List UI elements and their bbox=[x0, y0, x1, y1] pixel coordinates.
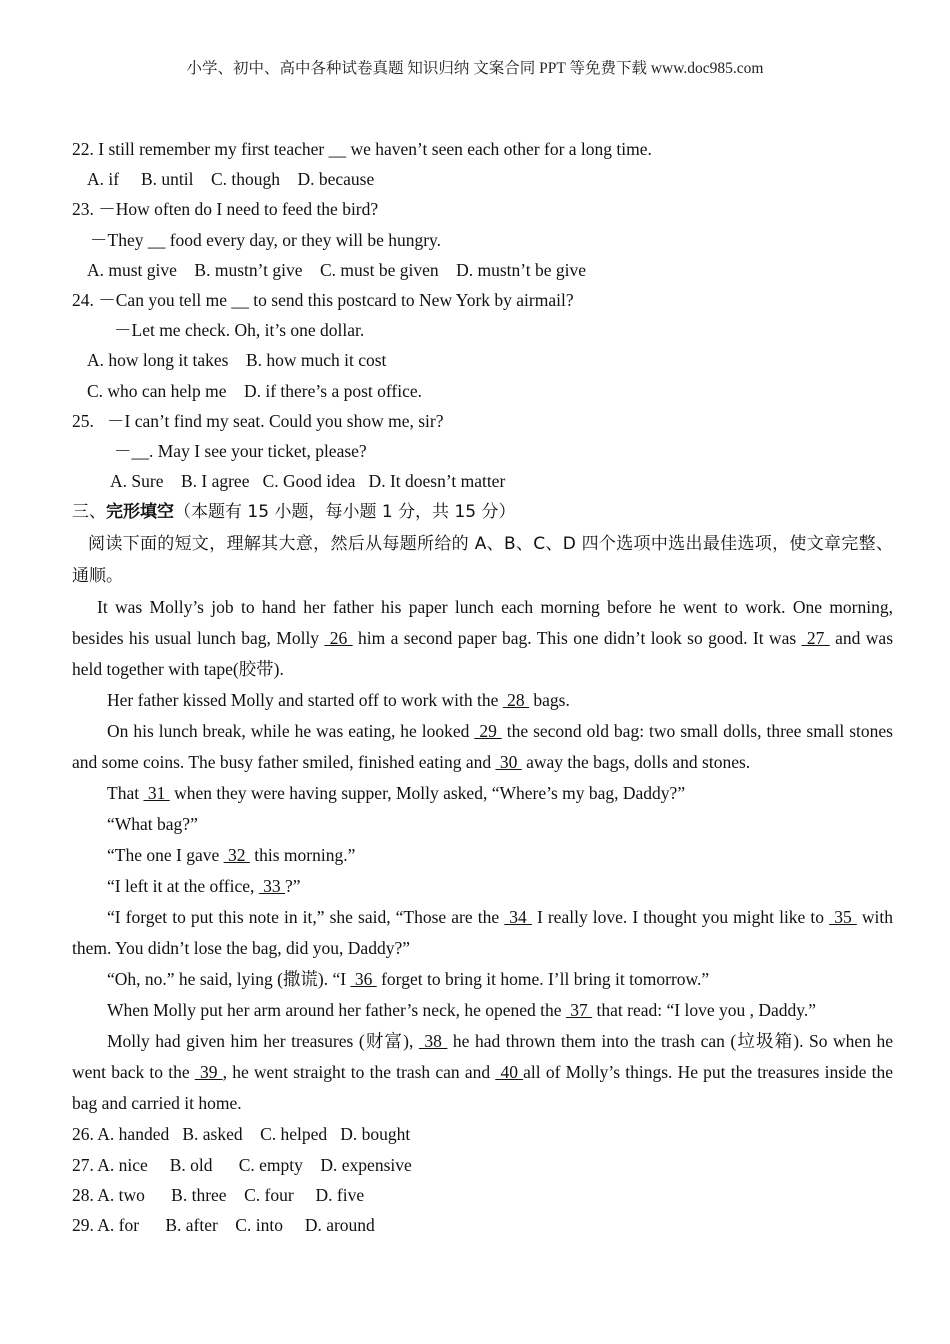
section-3-title: 完形填空 bbox=[106, 502, 174, 523]
answer-options-29: 29. A. for B. after C. into D. around bbox=[72, 1215, 375, 1236]
passage-paragraph-8 bbox=[72, 902, 893, 964]
question-22-stem: 22. I still remember my first teacher __ we haven’t seen each other for a long time. bbox=[72, 139, 652, 159]
question-22-options: A. if B. until C. though D. because bbox=[87, 169, 375, 190]
passage-text: him a second paper bag. This one didn’t look so good. It was bbox=[352, 628, 802, 649]
blank-31: 31 bbox=[143, 783, 170, 804]
blank-28: 28 bbox=[502, 690, 530, 711]
blank-36: 36 bbox=[350, 969, 377, 990]
answer-options-27: 27. A. nice B. old C. empty D. expensive bbox=[72, 1154, 412, 1175]
blank-26: 26 bbox=[324, 628, 353, 649]
passage-text: all of Molly’s things. He put the treasures inside the bag and carried it home. bbox=[72, 1062, 894, 1114]
passage-paragraph-7 bbox=[72, 871, 893, 902]
passage-text: “I left it at the office, bbox=[107, 876, 259, 897]
passage-text: ?” bbox=[285, 876, 301, 897]
passage-text: Her father kissed Molly and started off to work with the bbox=[107, 690, 503, 711]
passage-text: bags. bbox=[529, 690, 570, 711]
passage-text: with them. You didn’t lose the bag, did you, Daddy?” bbox=[72, 907, 893, 959]
passage-paragraph-2 bbox=[72, 685, 893, 716]
blank-35: 35 bbox=[829, 907, 857, 928]
section-3-number: 三、 bbox=[72, 502, 106, 523]
passage-text: and was held together with tape(胶带). bbox=[72, 628, 894, 680]
passage-paragraph-9 bbox=[72, 964, 893, 995]
blank-30: 30 bbox=[495, 752, 522, 773]
question-25-reply: －__. May I see your ticket, please? bbox=[114, 441, 367, 462]
blank-29: 29 bbox=[474, 721, 502, 742]
passage-text: when they were having supper, Molly asked, “Where’s my bag, Daddy?” bbox=[169, 783, 686, 804]
blank-33: 33 bbox=[258, 876, 286, 897]
passage-text: When Molly put her arm around her father’s neck, he opened the bbox=[107, 1000, 566, 1021]
answer-options-28: 28. A. two B. three C. four D. five bbox=[72, 1184, 365, 1205]
blank-39: 39 bbox=[194, 1062, 223, 1083]
passage-paragraph-4 bbox=[72, 778, 893, 809]
passage-text: “Oh, no.” he said, lying (撒谎). “I bbox=[107, 969, 351, 990]
question-24-reply: －Let me check. Oh, it’s one dollar. bbox=[114, 320, 365, 341]
question-23-stem: 23. －How often do I need to feed the bird? bbox=[72, 199, 379, 220]
passage-paragraph-5: “What bag?” bbox=[107, 814, 198, 835]
question-25-options: A. Sure B. I agree C. Good idea D. It doesn’t matter bbox=[110, 471, 506, 492]
passage-text: I really love. I thought you might like to bbox=[531, 907, 830, 928]
blank-40: 40 bbox=[495, 1062, 524, 1083]
blank-27: 27 bbox=[801, 628, 830, 649]
passage-text: this morning.” bbox=[249, 845, 356, 866]
passage-text: away the bags, dolls and stones. bbox=[521, 752, 751, 773]
blank-34: 34 bbox=[504, 907, 532, 928]
question-24-stem: 24. －Can you tell me __ to send this postcard to New York by airmail? bbox=[72, 290, 574, 311]
passage-text: he had thrown them into the trash can (垃圾箱). So when he went back to the bbox=[72, 1031, 893, 1083]
passage-text: the second old bag: two small dolls, three small stones and some coins. The busy father smiled, finished eating and bbox=[72, 721, 893, 773]
passage-text: “I forget to put this note in it,” she said, “Those are the bbox=[107, 907, 505, 928]
question-25-stem: 25. －I can’t find my seat. Could you show me, sir? bbox=[72, 410, 444, 431]
passage-text: forget to bring it home. I’ll bring it tomorrow.” bbox=[376, 969, 710, 990]
passage-paragraph-10 bbox=[72, 995, 893, 1026]
page-header: 小学、初中、高中各种试卷真题 知识归纳 文案合同 PPT 等免费下载 www.doc985.com bbox=[186, 60, 764, 77]
passage-paragraph-6 bbox=[72, 840, 893, 871]
blank-32: 32 bbox=[223, 845, 250, 866]
passage-text: “The one I gave bbox=[107, 845, 224, 866]
question-23-reply: －They __ food every day, or they will be hungry. bbox=[90, 229, 442, 250]
passage-paragraph-1 bbox=[72, 592, 893, 685]
question-24-options-cd: C. who can help me D. if there’s a post office. bbox=[87, 380, 423, 401]
blank-38: 38 bbox=[418, 1031, 448, 1052]
passage-text: On his lunch break, while he was eating, he looked bbox=[107, 721, 475, 742]
passage-text: , he went straight to the trash can and bbox=[222, 1062, 496, 1083]
passage-paragraph-11 bbox=[72, 1026, 893, 1119]
passage-text: That bbox=[107, 783, 144, 804]
section-3-instruction: 阅读下面的短文，理解其大意，然后从每题所给的 A、B、C、D 四个选项中选出最佳选项，使文章完整、通顺。 bbox=[72, 534, 893, 587]
answer-options-26: 26. A. handed B. asked C. helped D. bought bbox=[72, 1124, 411, 1145]
question-23-options: A. must give B. mustn’t give C. must be given D. mustn’t be give bbox=[87, 259, 587, 280]
question-24-options-ab: A. how long it takes B. how much it cost bbox=[87, 350, 387, 371]
exam-content bbox=[72, 134, 893, 1240]
passage-text: that read: “I love you , Daddy.” bbox=[592, 1000, 816, 1021]
section-3-note: （本题有 15 小题，每小题 1 分，共 15 分） bbox=[174, 502, 516, 523]
passage-text: Molly had given him her treasures (财富), bbox=[107, 1031, 419, 1052]
passage-text: It was Molly’s job to hand her father his paper lunch each morning before he went to work. One morning, besides his usual lunch bag, Molly bbox=[72, 597, 893, 649]
passage-paragraph-3 bbox=[72, 716, 893, 778]
section-3-heading bbox=[72, 496, 893, 528]
blank-37: 37 bbox=[565, 1000, 593, 1021]
